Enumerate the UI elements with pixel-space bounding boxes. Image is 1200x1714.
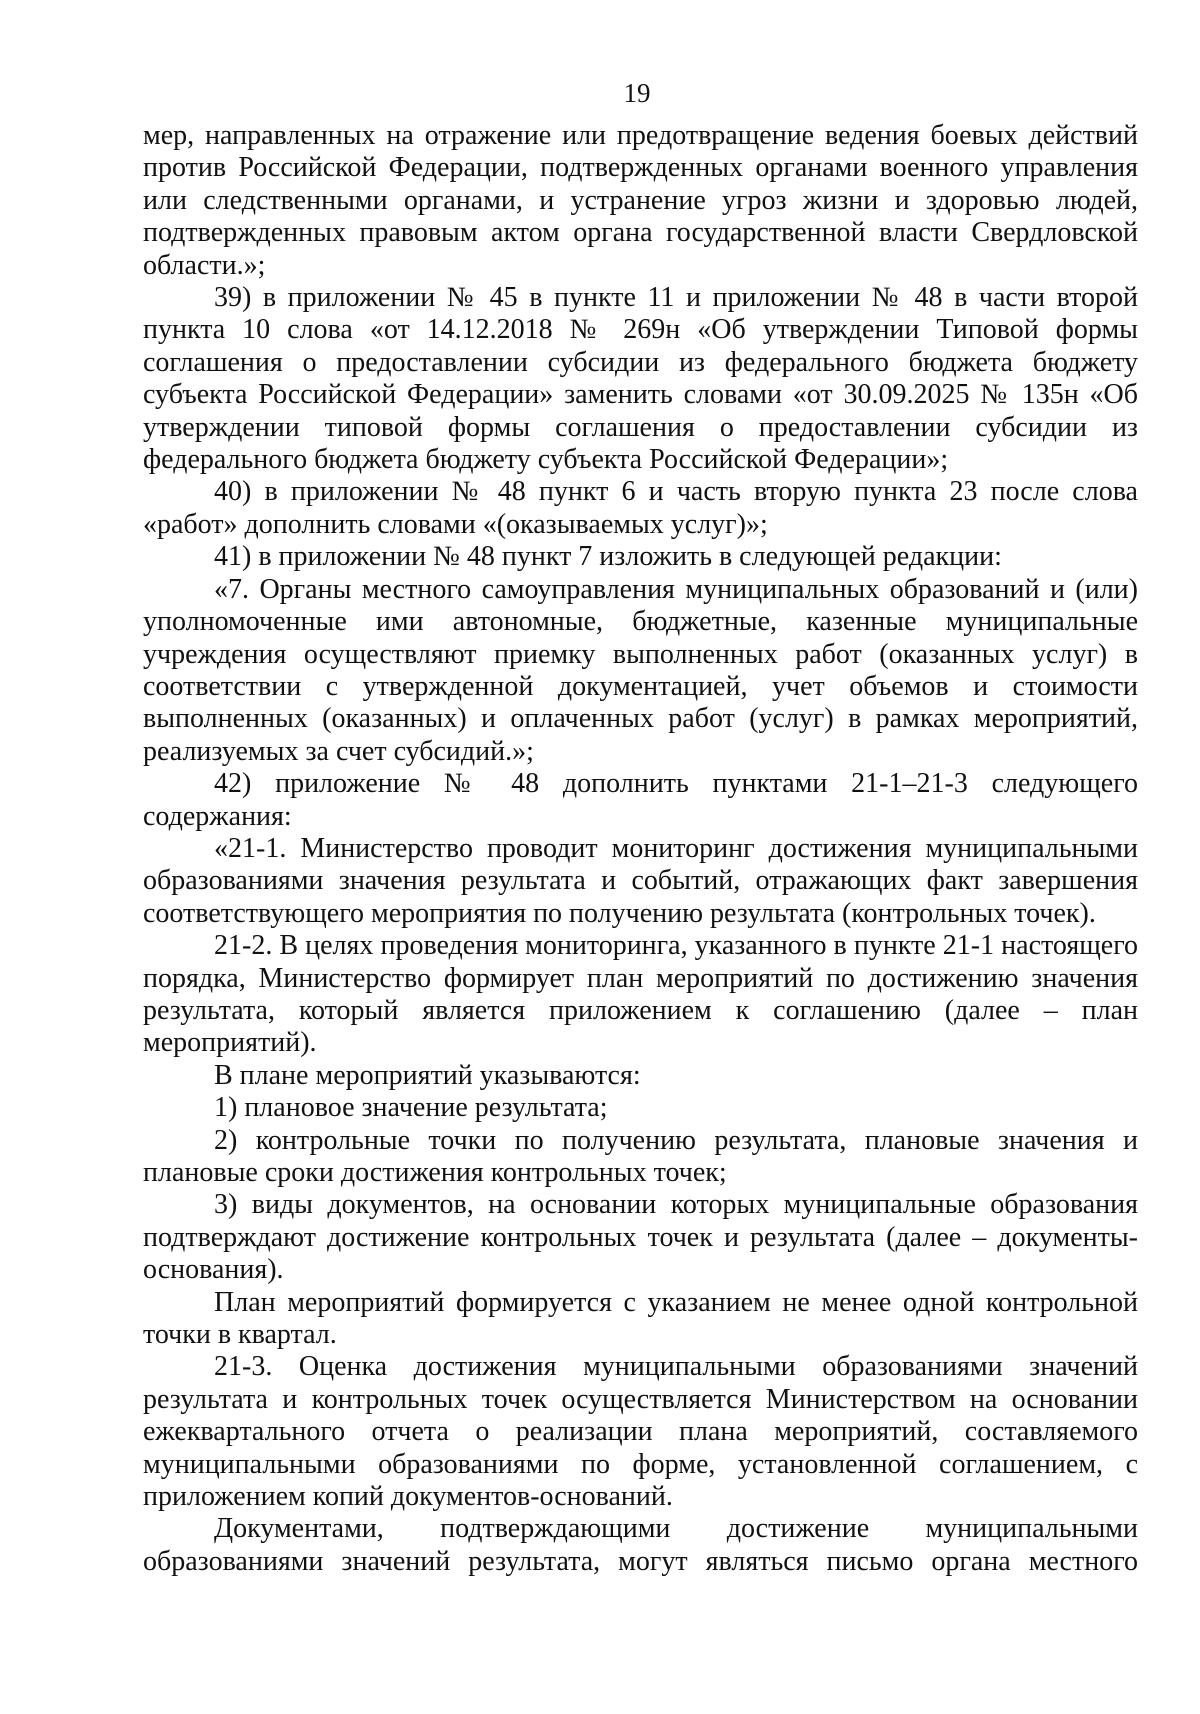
paragraph: 21-3. Оценка достижения муниципальными образованиями значений результата и контрольных точек осуществляется Министерством на основании ежеквартального отчета о реализации плана мероприятий, составляемого муниципальными образованиями по форме, установленной соглашением, с приложением копий документов-оснований. [143, 1351, 1138, 1513]
paragraph: 42) приложение № 48 дополнить пунктами 21-1–21-3 следующего содержания: [143, 768, 1138, 832]
paragraph: 40) в приложении № 48 пункт 6 и часть вторую пункта 23 после слова «работ» дополнить словами «(оказываемых услуг)»; [143, 476, 1138, 540]
paragraph: «7. Органы местного самоуправления муниципальных образований и (или) уполномоченные ими автономные, бюджетные, казенные муниципальные учреждения осуществляют приемку выполненных работ (оказанных услуг) в соответствии с утвержденной документацией, учет объемов и стоимости выполненных (оказанных) и оплаченных работ (услуг) в рамках мероприятий, реализуемых за счет субсидий.»; [143, 573, 1138, 767]
page-number: 19 [623, 78, 651, 108]
paragraph: 39) в приложении № 45 в пункте 11 и приложении № 48 в части второй пункта 10 слова «от 14.12.2018 № 269н «Об утверждении Типовой формы соглашения о предоставлении субсидии из федерального бюджета бюджету субъекта Российской Федерации» заменить словами «от 30.09.2025 № 135н «Об утверждении типовой формы соглашения о предоставлении субсидии из федерального бюджета бюджету субъекта Российской Федерации»; [143, 282, 1138, 476]
paragraph: 21-2. В целях проведения мониторинга, указанного в пункте 21-1 настоящего порядка, Министерство формирует план мероприятий по достижению значения результата, который является приложением к соглашению (далее – план мероприятий). [143, 930, 1138, 1059]
paragraph: 1) плановое значение результата; [214, 1092, 608, 1124]
paragraph: Документами, подтверждающими достижение муниципальными образованиями значений результата, могут являться письмо органа местного [143, 1513, 1138, 1577]
paragraph: 41) в приложении № 48 пункт 7 изложить в следующей редакции: [214, 541, 1002, 573]
paragraph: 2) контрольные точки по получению результата, плановые значения и плановые сроки достижения контрольных точек; [143, 1124, 1138, 1188]
paragraph: мер, направленных на отражение или предотвращение ведения боевых действий против Российской Федерации, подтвержденных органами военного управления или следственными органами, и устранение угроз жизни и здоровью людей, подтвержденных правовым актом органа государственной власти Свердловской области.»; [143, 120, 1138, 281]
paragraph: 3) виды документов, на основании которых муниципальные образования подтверждают достижение контрольных точек и результата (далее – документы-основания). [143, 1189, 1138, 1286]
paragraph: План мероприятий формируется с указанием не менее одной контрольной точки в квартал. [143, 1286, 1138, 1351]
document-body [143, 120, 1138, 1578]
paragraph: В плане мероприятий указываются: [214, 1059, 641, 1091]
paragraph: «21-1. Министерство проводит мониторинг достижения муниципальными образованиями значения результата и событий, отражающих факт завершения соответствующего мероприятия по получению результата (контрольных точек). [143, 832, 1138, 929]
